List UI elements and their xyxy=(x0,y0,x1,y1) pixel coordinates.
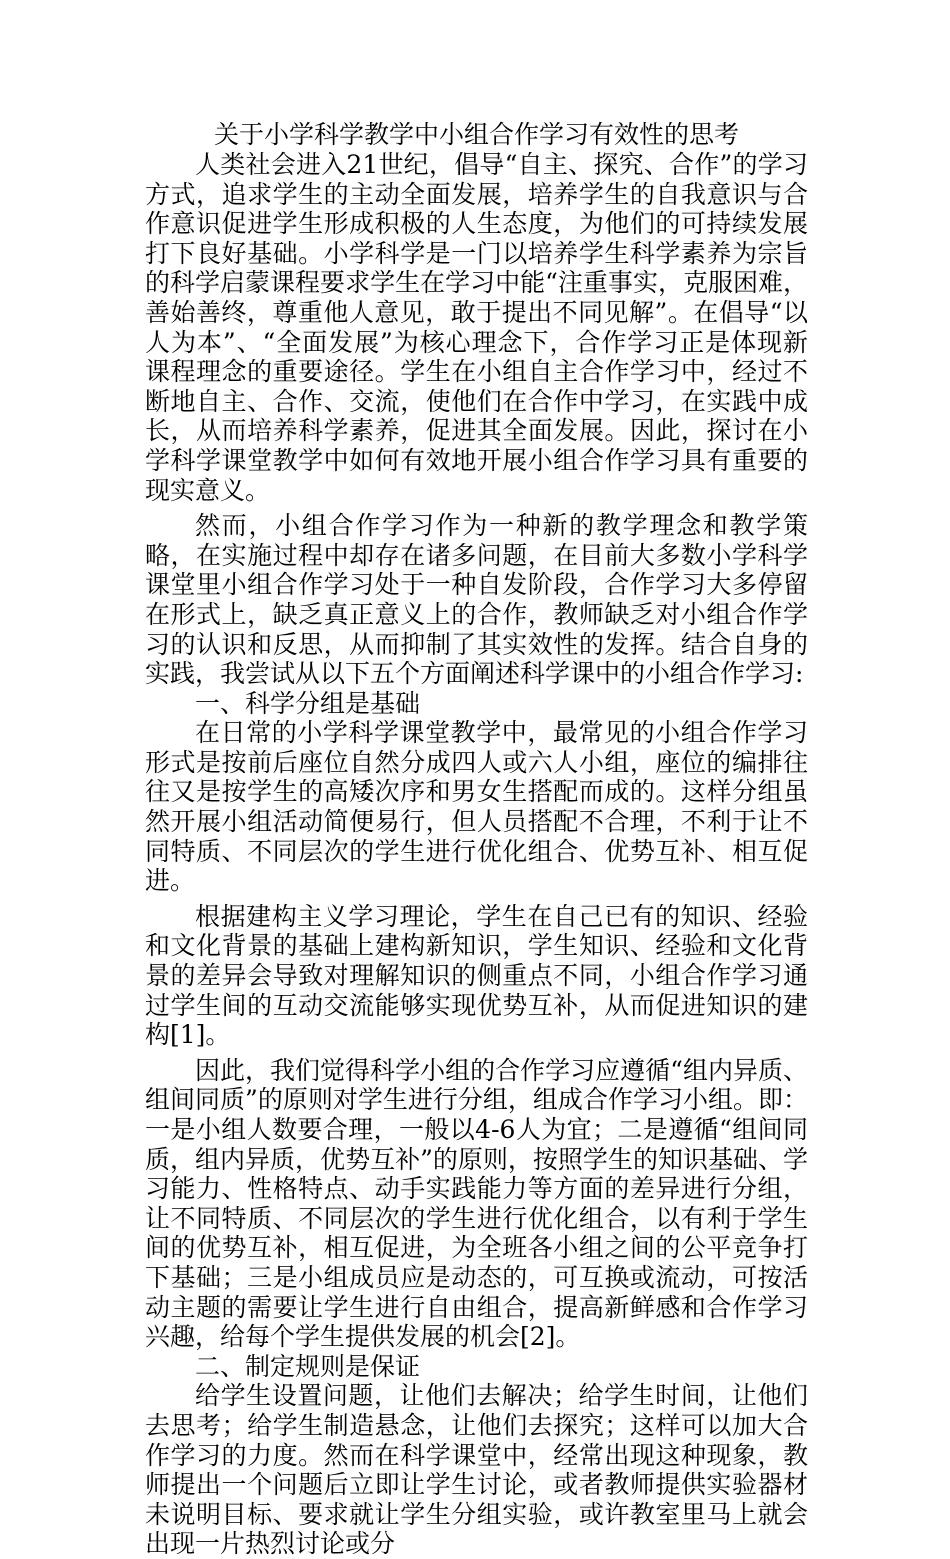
paragraph-grouping-common: 在日常的小学科学课堂教学中，最常见的小组合作学习形式是按前后座位自然分成四人或六人小组，座位的编排往往又是按学生的高矮次序和男女生搭配而成的。这样分组虽然开展小组活动简便易行，但人员搭配不合理，不利于让不同特质、不同层次的学生进行优化组合、优势互补、相互促进。 xyxy=(145,718,808,896)
paragraph-grouping-principles: 因此，我们觉得科学小组的合作学习应遵循“组内异质、组间同质”的原则对学生进行分组，组成合作学习小组。即：一是小组人数要合理，一般以4-6人为宜；二是遵循“组间同质，组内异质，优势互补”的原则，按照学生的知识基础、学习能力、性格特点、动手实践能力等方面的差异进行分组，让不同特质、不同层次的学生进行优化组合，以有利于学生间的优势互补，相互促进，为全班各小组之间的公平竞争打下基础；三是小组成员应是动态的，可互换或流动，可按活动主题的需要让学生进行自由组合，提高新鲜感和合作学习兴趣，给每个学生提供发展的机会[2]。 xyxy=(145,1055,808,1352)
section-heading-1: 一、科学分组是基础 xyxy=(195,688,421,718)
document-body xyxy=(145,120,808,1559)
section-heading-2: 二、制定规则是保证 xyxy=(195,1351,421,1381)
paragraph-problems: 然而，小组合作学习作为一种新的教学理念和教学策略，在实施过程中却存在诸多问题，在目前大多数小学科学课堂里小组合作学习处于一种自发阶段，合作学习大多停留在形式上，缺乏真正意义上的合作，教师缺乏对小组合作学习的认识和反思，从而抑制了其实效性的发挥。结合自身的实践，我尝试从以下五个方面阐述科学课中的小组合作学习: xyxy=(145,511,808,689)
paragraph-constructivism: 根据建构主义学习理论，学生在自己已有的知识、经验和文化背景的基础上建构新知识，学生知识、经验和文化背景的差异会导致对理解知识的侧重点不同，小组合作学习通过学生间的互动交流能够实现优势互补，从而促进知识的建构[1]。 xyxy=(145,901,808,1050)
document-title: 关于小学科学教学中小组合作学习有效性的思考 xyxy=(213,120,739,149)
paragraph-rules: 给学生设置问题，让他们去解决；给学生时间，让他们去思考；给学生制造悬念，让他们去探究；这样可以加大合作学习的力度。然而在科学课堂中，经常出现这种现象，教师提出一个问题后立即让学生讨论，或者教师提供实验器材未说明目标、要求就让学生分组实验，或许教室里马上就会出现一片热烈讨论或分 xyxy=(145,1381,808,1559)
paragraph-intro: 人类社会进入21世纪，倡导“自主、探究、合作”的学习方式，追求学生的主动全面发展，培养学生的自我意识与合作意识促进学生形成积极的人生态度，为他们的可持续发展打下良好基础。小学科学是一门以培养学生科学素养为宗旨的科学启蒙课程要求学生在学习中能“注重事实，克服困难，善始善终，尊重他人意见，敢于提出不同见解”。在倡导“以人为本”、“全面发展”为核心理念下，合作学习正是体现新课程理念的重要途径。学生在小组自主合作学习中，经过不断地自主、合作、交流，使他们在合作中学习，在实践中成长，从而培养科学素养，促进其全面发展。因此，探讨在小学科学课堂教学中如何有效地开展小组合作学习具有重要的现实意义。 xyxy=(145,150,808,505)
